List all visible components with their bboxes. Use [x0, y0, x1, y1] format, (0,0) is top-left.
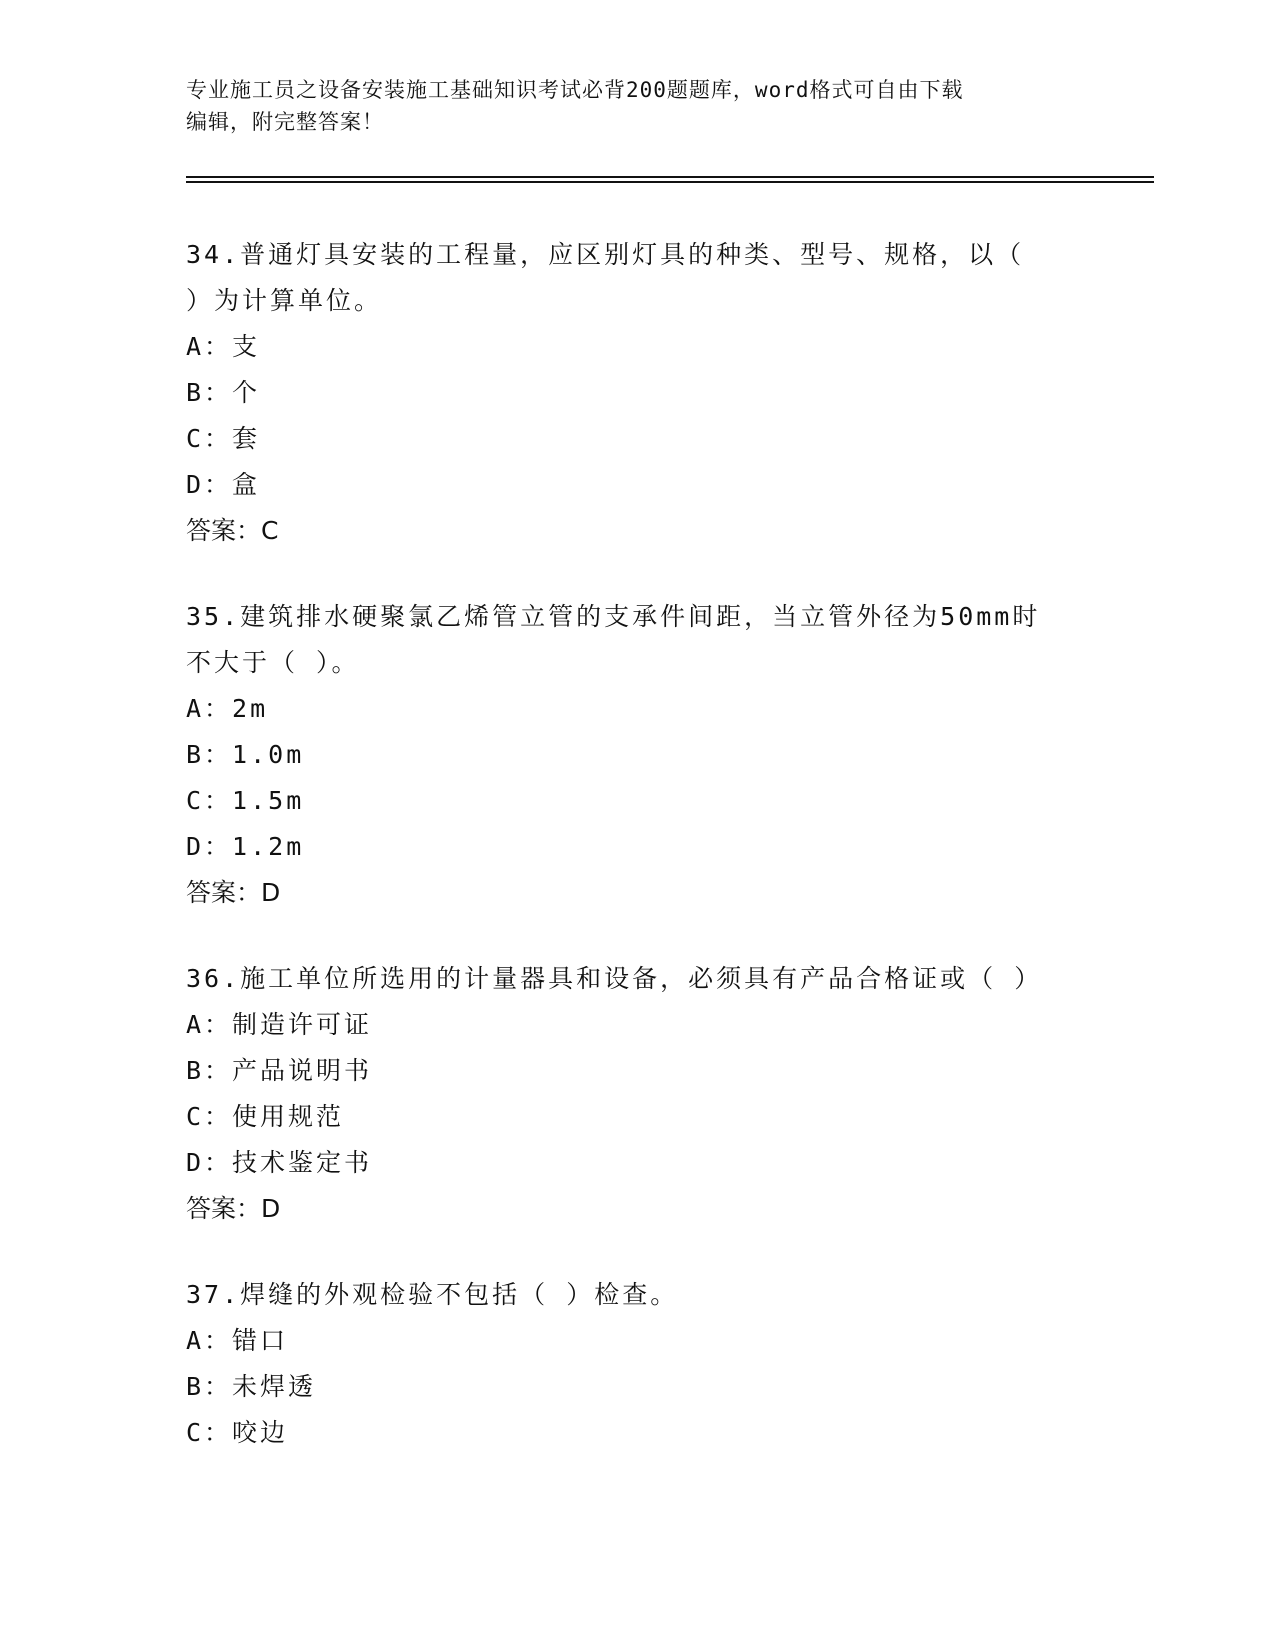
answer: 答案：C: [186, 516, 279, 545]
option-d: D：技术鉴定书: [186, 1148, 373, 1177]
question-text-line: 不大于（ ）。: [186, 648, 360, 677]
option-a: A：2m: [186, 694, 269, 723]
option-a: A：支: [186, 332, 261, 361]
option-b: B：产品说明书: [186, 1056, 373, 1085]
question-37: [186, 1272, 1086, 1456]
answer: 答案：D: [186, 1194, 281, 1223]
question-34: [186, 232, 1086, 554]
option-d: D：盒: [186, 470, 261, 499]
document-header: [186, 74, 1086, 138]
question-text-line: ）为计算单位。: [186, 286, 383, 315]
option-c: C：使用规范: [186, 1102, 345, 1131]
header-divider-top: [186, 176, 1154, 178]
option-a: A：错口: [186, 1326, 289, 1355]
question-text-line: 36.施工单位所选用的计量器具和设备，必须具有产品合格证或（ ）: [186, 964, 1043, 993]
option-c: C：1.5m: [186, 786, 305, 815]
question-text-line: 34.普通灯具安装的工程量，应区别灯具的种类、型号、规格，以（: [186, 240, 1025, 269]
option-b: B：未焊透: [186, 1372, 317, 1401]
option-b: B：个: [186, 378, 261, 407]
header-line-2: 编辑，附完整答案！: [186, 110, 384, 134]
option-b: B：1.0m: [186, 740, 305, 769]
option-d: D：1.2m: [186, 832, 305, 861]
question-36: [186, 956, 1086, 1232]
question-text-line: 35.建筑排水硬聚氯乙烯管立管的支承件间距，当立管外径为50mm时: [186, 602, 1041, 631]
option-a: A：制造许可证: [186, 1010, 373, 1039]
option-c: C：咬边: [186, 1418, 289, 1447]
option-c: C：套: [186, 424, 261, 453]
question-text-line: 37.焊缝的外观检验不包括（ ）检查。: [186, 1280, 679, 1309]
header-line-1: 专业施工员之设备安装施工基础知识考试必背200题题库，word格式可自由下载: [186, 78, 964, 102]
header-divider-bottom: [186, 181, 1154, 183]
answer: 答案：D: [186, 878, 281, 907]
question-35: [186, 594, 1086, 916]
